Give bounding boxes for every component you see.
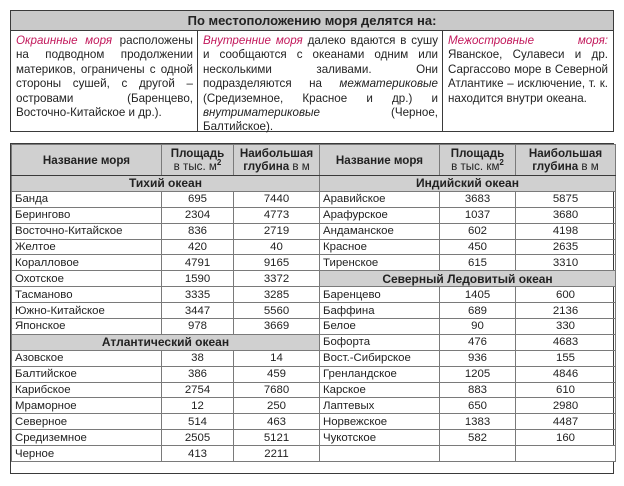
table-row: [12, 271, 616, 287]
empty-cell: [320, 446, 440, 462]
table-row: [12, 446, 616, 462]
header-area: Площадь в тыс. $м^2$: [162, 145, 234, 176]
sea-name-cell: Лаптевых: [320, 398, 440, 414]
sea-depth-cell: 155: [516, 350, 616, 366]
intercontinental-term: межматериковые: [339, 77, 438, 91]
sea-name-cell: Северное: [12, 414, 162, 430]
sea-area-cell: 1590: [162, 271, 234, 287]
header-depth: Наибольшая глубина в м: [234, 145, 320, 176]
header-sea-name: Название моря: [12, 145, 162, 176]
sea-area-cell: 3335: [162, 287, 234, 303]
sea-name-cell: Средиземное: [12, 430, 162, 446]
sea-name-cell: Красное: [320, 239, 440, 255]
sea-name-cell: Норвежское: [320, 414, 440, 430]
table-row: [12, 239, 616, 255]
sea-area-cell: 1037: [440, 207, 516, 223]
inland-seas-description: [197, 31, 442, 132]
sea-name-cell: Бофорта: [320, 334, 440, 350]
sea-name-cell: Азовское: [12, 350, 162, 366]
sea-depth-cell: 459: [234, 366, 320, 382]
ocean-group-header: Северный Ледовитый океан: [320, 271, 616, 287]
sea-area-cell: 514: [162, 414, 234, 430]
sea-area-cell: 3447: [162, 303, 234, 319]
table-row: [12, 334, 616, 350]
table-row: [12, 255, 616, 271]
sea-classification-box: [10, 10, 614, 132]
table-row: [12, 191, 616, 207]
sea-name-cell: Коралловое: [12, 255, 162, 271]
sea-area-cell: 936: [440, 350, 516, 366]
table-row: [12, 398, 616, 414]
sea-area-cell: 695: [162, 191, 234, 207]
sea-area-cell: 836: [162, 223, 234, 239]
sea-depth-cell: 160: [516, 430, 616, 446]
table-row: [12, 287, 616, 303]
sea-area-cell: 420: [162, 239, 234, 255]
seas-table: [11, 144, 616, 462]
sea-area-cell: 2304: [162, 207, 234, 223]
sea-depth-cell: 4683: [516, 334, 616, 350]
sea-area-cell: 450: [440, 239, 516, 255]
header-sea-name-right: Название моря: [320, 145, 440, 176]
sea-depth-cell: 600: [516, 287, 616, 303]
sea-depth-cell: 4487: [516, 414, 616, 430]
sea-depth-cell: 2136: [516, 303, 616, 319]
sea-name-cell: Баффина: [320, 303, 440, 319]
sea-name-cell: Карибское: [12, 382, 162, 398]
table-row: [12, 319, 616, 335]
sea-area-cell: 2505: [162, 430, 234, 446]
sea-area-cell: 413: [162, 446, 234, 462]
marginal-seas-term: Окраинные моря: [16, 34, 113, 47]
sea-depth-cell: 3372: [234, 271, 320, 287]
sea-name-cell: Восточно-Китайское: [12, 223, 162, 239]
inland-seas-text: далеко вдаются в сушу и сообщаются с океанами одним или несколькими заливами. Они подразделяются на: [203, 34, 438, 91]
sea-depth-cell: 330: [516, 319, 616, 335]
sea-area-cell: 1405: [440, 287, 516, 303]
sea-depth-cell: 250: [234, 398, 320, 414]
header-depth-right: Наибольшая глубина в м: [516, 145, 616, 176]
table-row: [12, 430, 616, 446]
sea-area-cell: 883: [440, 382, 516, 398]
ocean-group-header: Индийский океан: [320, 176, 616, 192]
sea-area-cell: 602: [440, 223, 516, 239]
sea-name-cell: Тасманово: [12, 287, 162, 303]
sea-area-cell: 650: [440, 398, 516, 414]
sea-depth-cell: 3680: [516, 207, 616, 223]
sea-name-cell: Желтое: [12, 239, 162, 255]
sea-area-cell: 689: [440, 303, 516, 319]
sea-depth-cell: 3669: [234, 319, 320, 335]
sea-depth-cell: 3285: [234, 287, 320, 303]
sea-name-cell: Тиренское: [320, 255, 440, 271]
sea-name-cell: Балтийское: [12, 366, 162, 382]
sea-name-cell: Аравийское: [320, 191, 440, 207]
sea-name-cell: Баренцево: [320, 287, 440, 303]
sea-area-cell: 2754: [162, 382, 234, 398]
table-row: [12, 366, 616, 382]
sea-depth-cell: 2635: [516, 239, 616, 255]
table-row: [12, 176, 616, 192]
sea-name-cell: Южно-Китайское: [12, 303, 162, 319]
sea-depth-cell: 5121: [234, 430, 320, 446]
sea-depth-cell: 3310: [516, 255, 616, 271]
sea-depth-cell: 4198: [516, 223, 616, 239]
interisland-seas-description: [442, 31, 612, 132]
sea-depth-cell: 610: [516, 382, 616, 398]
sea-depth-cell: 2980: [516, 398, 616, 414]
sea-area-cell: 12: [162, 398, 234, 414]
sea-name-cell: Охотское: [12, 271, 162, 287]
sea-name-cell: Гренландское: [320, 366, 440, 382]
sea-area-cell: 38: [162, 350, 234, 366]
sea-depth-cell: 5560: [234, 303, 320, 319]
sea-depth-cell: 5875: [516, 191, 616, 207]
header-area-right: Площадь в тыс. $км^2$: [440, 145, 516, 176]
sea-depth-cell: 40: [234, 239, 320, 255]
classification-title: По местоположению моря делятся на:: [11, 11, 613, 31]
sea-area-cell: 4791: [162, 255, 234, 271]
sea-depth-cell: 4846: [516, 366, 616, 382]
ocean-group-header: Тихий океан: [12, 176, 320, 192]
table-row: [12, 350, 616, 366]
sea-name-cell: Андаманское: [320, 223, 440, 239]
seas-table-container: [10, 143, 614, 474]
sea-area-cell: 386: [162, 366, 234, 382]
table-header-row: [12, 145, 616, 176]
inland-seas-text-3: (Черное, Балтийское).: [203, 106, 438, 134]
table-row: [12, 223, 616, 239]
empty-cell: [516, 446, 616, 462]
sea-name-cell: Банда: [12, 191, 162, 207]
sea-name-cell: Арафурское: [320, 207, 440, 223]
sea-area-cell: 3683: [440, 191, 516, 207]
sea-depth-cell: 2211: [234, 446, 320, 462]
sea-name-cell: Карское: [320, 382, 440, 398]
sea-depth-cell: 14: [234, 350, 320, 366]
interisland-seas-term: Межостровные моря:: [448, 34, 608, 47]
sea-area-cell: 476: [440, 334, 516, 350]
table-row: [12, 303, 616, 319]
sea-area-cell: 1383: [440, 414, 516, 430]
sea-area-cell: 1205: [440, 366, 516, 382]
ocean-group-header: Атлантический океан: [12, 334, 320, 350]
intracontinental-term: внутриматериковые: [203, 106, 321, 120]
sea-depth-cell: 463: [234, 414, 320, 430]
sea-depth-cell: 2719: [234, 223, 320, 239]
sea-name-cell: Чукотское: [320, 430, 440, 446]
marginal-seas-description: [11, 31, 197, 132]
sea-depth-cell: 7440: [234, 191, 320, 207]
sea-name-cell: Японское: [12, 319, 162, 335]
marginal-seas-text: расположены на подводном продолжении материков, ограничены с одной стороны сушей, с другой – островами (Баренцево, Восточно-Китайское и др.).: [16, 34, 193, 120]
sea-name-cell: Берингово: [12, 207, 162, 223]
inland-seas-term: Внутренние моря: [203, 34, 303, 47]
inland-seas-text-2: (Средиземное, Красное и др.) и: [203, 91, 438, 105]
sea-depth-cell: 7680: [234, 382, 320, 398]
table-row: [12, 207, 616, 223]
sea-name-cell: Мраморное: [12, 398, 162, 414]
sea-area-cell: 582: [440, 430, 516, 446]
sea-name-cell: Вост.-Сибирское: [320, 350, 440, 366]
table-row: [12, 414, 616, 430]
sea-area-cell: 90: [440, 319, 516, 335]
sea-depth-cell: 9165: [234, 255, 320, 271]
sea-area-cell: 615: [440, 255, 516, 271]
interisland-seas-text: Яванское, Сулавеси и др. Саргассово море в Северной Атлантике – исключение, т. к. находится внутри океана.: [448, 48, 608, 105]
sea-area-cell: 978: [162, 319, 234, 335]
sea-name-cell: Белое: [320, 319, 440, 335]
empty-cell: [440, 446, 516, 462]
table-row: [12, 382, 616, 398]
sea-name-cell: Черное: [12, 446, 162, 462]
sea-depth-cell: 4773: [234, 207, 320, 223]
